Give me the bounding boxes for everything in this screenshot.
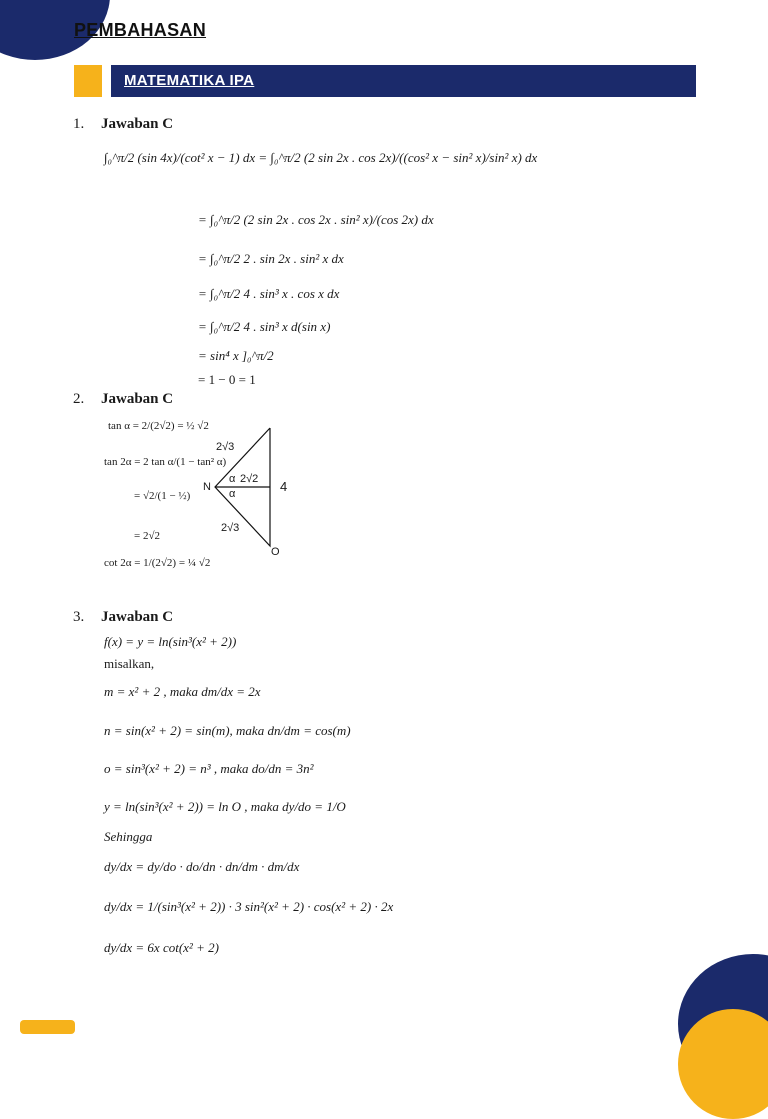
q2-step-4: = 2√2 [134,530,160,542]
section-title: MATEMATIKA IPA [124,72,255,89]
triangle-height: 2√2 [240,473,259,485]
question-number: 2. [73,391,85,407]
question-number: 3. [73,609,85,625]
q3-step-6: y = ln(sin³(x² + 2)) = ln O , maka dy/do = 1/O [104,799,346,814]
question-1-header [73,116,173,133]
section-banner [74,65,696,97]
q1-step-2: = ∫₀^π/2 (2 sin 2x . cos 2x . sin² x)/(cos 2x) dx [198,212,434,227]
banner-accent [74,65,102,97]
q1-step-3: = ∫₀^π/2 2 . sin 2x . sin² x dx [198,251,344,266]
q1-step-5: = ∫₀^π/2 4 . sin³ x d(sin x) [198,319,331,334]
q3-step-1: f(x) = y = ln(sin³(x² + 2)) [104,634,237,649]
question-answer: Jawaban C [101,391,174,407]
q3-step-8: dy/dx = dy/do · do/dn · dn/dm · dm/dx [104,859,300,874]
triangle-top-side: 2√3 [216,441,235,453]
question-number: 1. [73,116,85,132]
question-3-header [73,609,173,626]
page-title: PEMBAHASAN [74,20,207,40]
triangle-vertex-left: N [203,481,211,493]
q3-step-7: Sehingga [104,829,153,844]
q2-step-2: tan 2α = 2 tan α/(1 − tan² α) [104,456,227,468]
question-2-header [73,391,173,408]
q2-step-3: = √2/(1 − ½) [134,490,191,502]
triangle-right-side: 4 [280,479,288,494]
q3-step-5: o = sin³(x² + 2) = n³ , maka do/dn = 3n² [104,761,314,776]
triangle-angle-bottom: α [229,488,236,500]
q3-step-2: misalkan, [104,656,155,671]
q1-step-1: ∫₀^π/2 (sin 4x)/(cot² x − 1) dx = ∫₀^π/2 (2 sin 2x . cos 2x)/((cos² x − sin² x)/sin² x) dx [104,150,538,165]
triangle-angle-top: α [229,473,236,485]
question-answer: Jawaban C [101,116,174,132]
page-number-tab [20,1020,75,1034]
q1-step-4: = ∫₀^π/2 4 . sin³ x . cos x dx [198,286,340,301]
q3-step-3: m = x² + 2 , maka dm/dx = 2x [104,684,261,699]
q2-step-5: cot 2α = 1/(2√2) = ¼ √2 [104,557,211,569]
q1-step-6: = sin⁴ x ]₀^π/2 [198,348,274,363]
q3-step-10: dy/dx = 6x cot(x² + 2) [104,940,219,955]
q2-step-1: tan α = 2/(2√2) = ½ √2 [108,420,209,432]
triangle-bottom-side: 2√3 [221,522,240,534]
question-answer: Jawaban C [101,609,174,625]
q1-step-7: = 1 − 0 = 1 [198,372,256,387]
q3-step-9: dy/dx = 1/(sin³(x² + 2)) · 3 sin²(x² + 2) · cos(x² + 2) · 2x [104,899,394,914]
triangle-vertex-bottom: O [271,546,280,558]
q3-step-4: n = sin(x² + 2) = sin(m), maka dn/dm = cos(m) [104,723,351,738]
